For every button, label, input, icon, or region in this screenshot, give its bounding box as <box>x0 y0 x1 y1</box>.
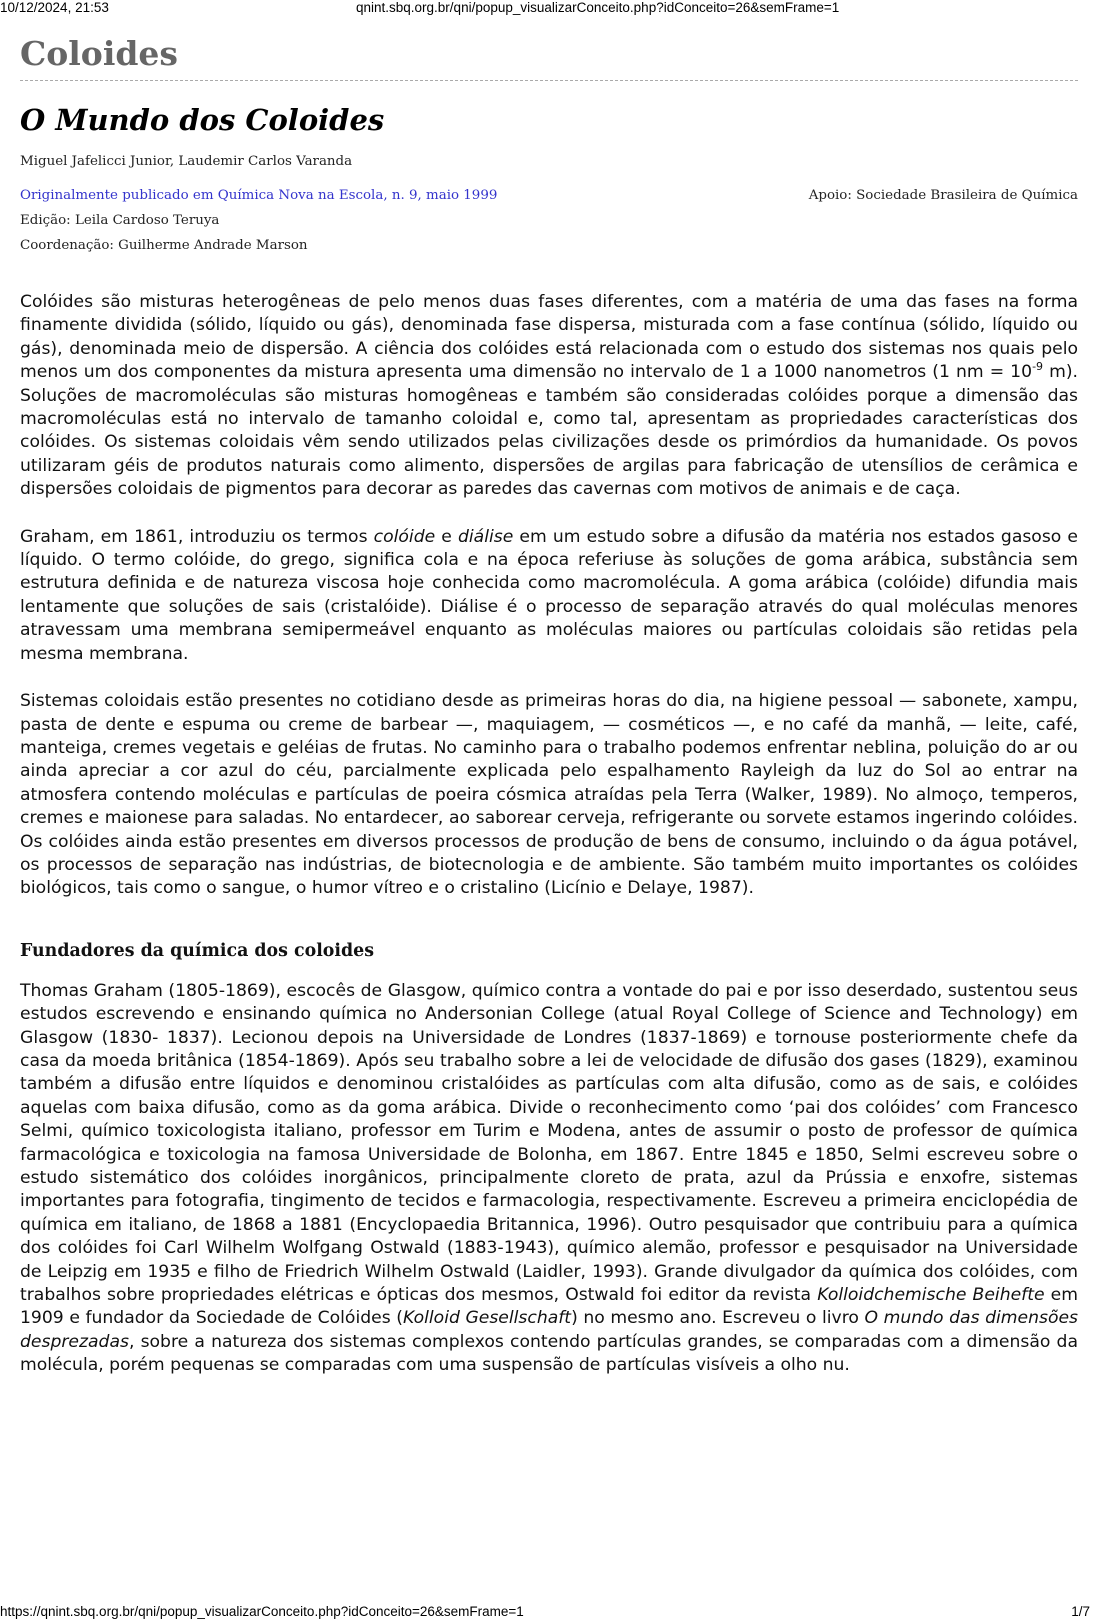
paragraph-founders-text: Thomas Graham (1805-1869), escocês de Glasgow, químico contra a vontade do pai e por isso deserdado, sustentou seus estudos escrevendo e ensinando química no Andersonian College (atual Royal College of Science and Technology) em Glasgow (1830- 1837). Lecionou depois na Universidade de Londres (1837-1869) e tornouse posteriormente chefe da casa da moeda britânica (1854-1869). Após seu trabalho sobre a lei de velocidade de difusão dos gases (1829), examinou também a difusão entre líquidos e denominou cristalóides as partículas com alta difusão, como as de sais, e colóides aquelas com baixa difusão, como as da goma arábica. Divide o reconhecimento como ‘pai dos colóides’ com Francesco Selmi, químico toxicologista italiano, professor em Turim e Modena, antes de assumir o posto de professor de química farmacológica e toxicologia na famosa Universidade de Bolonha, em 1867. Entre 1845 e 1850, Selmi escreveu sobre o estudo sistemático dos colóides inorgânicos, principalmente cloreto de prata, azul da Prússia e enxofre, sistemas importantes para fotografia, tingimento de tecidos e farmacologia, respectivamente. Escreveu a primeira enciclopédia de química em italiano, de 1868 a 1881 (Encyclopaedia Britannica, 1996). Outro pesquisador que contribuiu para a química dos colóides foi Carl Wilhelm Wolfgang Ostwald (1883-1943), químico alemão, professor e pesquisador na Universidade de Leipzig em 1935 e filho de Friedrich Wilhelm Ostwald (Laidler, 1993). Grande divulgador da química dos colóides, com trabalhos sobre propriedades elétricas e ópticas dos mesmos, Ostwald foi editor da revista <box>20 980 1078 1306</box>
print-footer-url: https://qnint.sbq.org.br/qni/popup_visualizarConceito.php?idConceito=26&semFrame=1 <box>0 1604 524 1619</box>
paragraph-founders <box>20 980 1078 1378</box>
term-coloide: colóide <box>373 526 436 547</box>
support-credit: Apoio: Sociedade Brasileira de Química <box>808 188 1078 203</box>
coordination-credit: Coordenação: Guilherme Andrade Marson <box>20 238 308 253</box>
article-content <box>20 30 1078 1378</box>
page-number: 1/7 <box>1071 1604 1090 1619</box>
print-footer <box>0 1604 1096 1622</box>
paragraph-founders-text-4: , sobre a natureza dos sistemas complexos contendo partículas grandes, se comparadas com a dimensão da molécula, porém pequenas se comparadas com uma suspensão de partículas visíveis a olho nu. <box>20 1331 1078 1376</box>
journal-title: Kolloidchemische Beihefte <box>817 1285 1045 1306</box>
article-authors: Miguel Jafelicci Junior, Laudemir Carlos Varanda <box>20 154 353 169</box>
paragraph-founders-text-2: em 1909 e fundador da Sociedade de Colóides ( <box>20 1285 1078 1329</box>
paragraph-founders-text-3: ) no mesmo ano. Escreveu o livro <box>571 1308 865 1329</box>
paragraph-graham-text: Graham, em 1861, introduziu os termos <box>20 526 374 547</box>
paragraph-graham <box>20 526 1078 666</box>
publication-row <box>20 187 1078 205</box>
paragraph-graham-text-3: em um estudo sobre a difusão da matéria nos estados gasoso e líquido. O termo colóide, do grego, significa cola e na época referiuse às soluções de goma arábica, substância sem estrutura definida e de natureza viscosa hoje conhecida como macromolécula. A goma arábica (colóide) difundia mais lentamente que soluções de sais (cristalóide). Diálise é o processo de separação através do qual moléculas menores atravessam uma membrana semipermeável enquanto as moléculas maiores ou partículas coloidais são retidas pela mesma membrana. <box>20 526 1078 664</box>
paragraph-intro <box>20 291 1078 502</box>
print-header-url: qnint.sbq.org.br/qni/popup_visualizarConceito.php?idConceito=26&semFrame=1 <box>356 0 840 15</box>
section-heading-founders: Fundadores da química dos coloides <box>20 940 375 961</box>
book-title: O mundo das dimensões desprezadas <box>20 1308 1078 1352</box>
paragraph-intro-text-cont: m). Soluções de macromoléculas são misturas homogêneas e também são consideradas colóides porque a dimensão das macromoléculas está no intervalo de tamanho coloidal e, como tal, apresentam as propriedades características dos colóides. Os sistemas coloidais vêm sendo utilizados pelas civilizações desde os primórdios da humanidade. Os povos utilizaram géis de produtos naturais como alimento, dispersões de argilas para fabricação de utensílios de cerâmica e dispersões coloidais de pigmentos para decorar as paredes das cavernas com motivos de animais e de caça. <box>20 362 1079 500</box>
term-dialise: diálise <box>458 526 514 547</box>
paragraph-graham-text-2: e <box>435 526 458 547</box>
society-name: Kolloid Gesellschaft <box>402 1308 572 1329</box>
original-publication-link[interactable]: Originalmente publicado em Química Nova na Escola, n. 9, maio 1999 <box>20 188 498 203</box>
paragraph-everyday: Sistemas coloidais estão presentes no cotidiano desde as primeiras horas do dia, na higiene pessoal — sabonete, xampu, pasta de dente e espuma ou creme de barbear —, maquiagem, — cosméticos —, e no café da manhã, — leite, café, manteiga, cremes vegetais e geléias de frutas. No caminho para o trabalho podemos enfrentar neblina, poluição do ar ou ainda apreciar a cor azul do céu, parcialmente explicada pelo espalhamento Rayleigh da luz do Sol ao entrar na atmosfera contendo moléculas e partículas de poeira cósmica atraídas pela Terra (Walker, 1989). No almoço, temperos, cremes e maionese para saladas. No entardecer, ao saborear cerveja, refrigerante ou sorvete estamos ingerindo colóides. Os colóides ainda estão presentes em diversos processos de produção de bens de consumo, incluindo o da água potável, os processos de separação nas indústrias, de biotecnologia e de ambiente. São também muito importantes os colóides biológicos, tais como o sangue, o humor vítreo e o cristalino (Licínio e Delaye, 1987). <box>20 691 1078 899</box>
article-title: O Mundo dos Coloides <box>20 103 385 137</box>
site-title: Coloides <box>20 30 1078 81</box>
print-datetime: 10/12/2024, 21:53 <box>0 0 109 15</box>
exponent: -9 <box>1032 360 1044 374</box>
print-header <box>0 0 1096 18</box>
edition-credit: Edição: Leila Cardoso Teruya <box>20 213 220 228</box>
paragraph-intro-text: Colóides são misturas heterogêneas de pelo menos duas fases diferentes, com a matéria de uma das fases na forma finamente dividida (sólido, líquido ou gás), denominada fase dispersa, misturada com a fase contínua (sólido, líquido ou gás), denominada meio de dispersão. A ciência dos colóides está relacionada com o estudo dos sistemas nos quais pelo menos um dos componentes da mistura apresenta uma dimensão no intervalo de 1 a 1000 nanometros (1 nm = 10 <box>20 292 1078 383</box>
